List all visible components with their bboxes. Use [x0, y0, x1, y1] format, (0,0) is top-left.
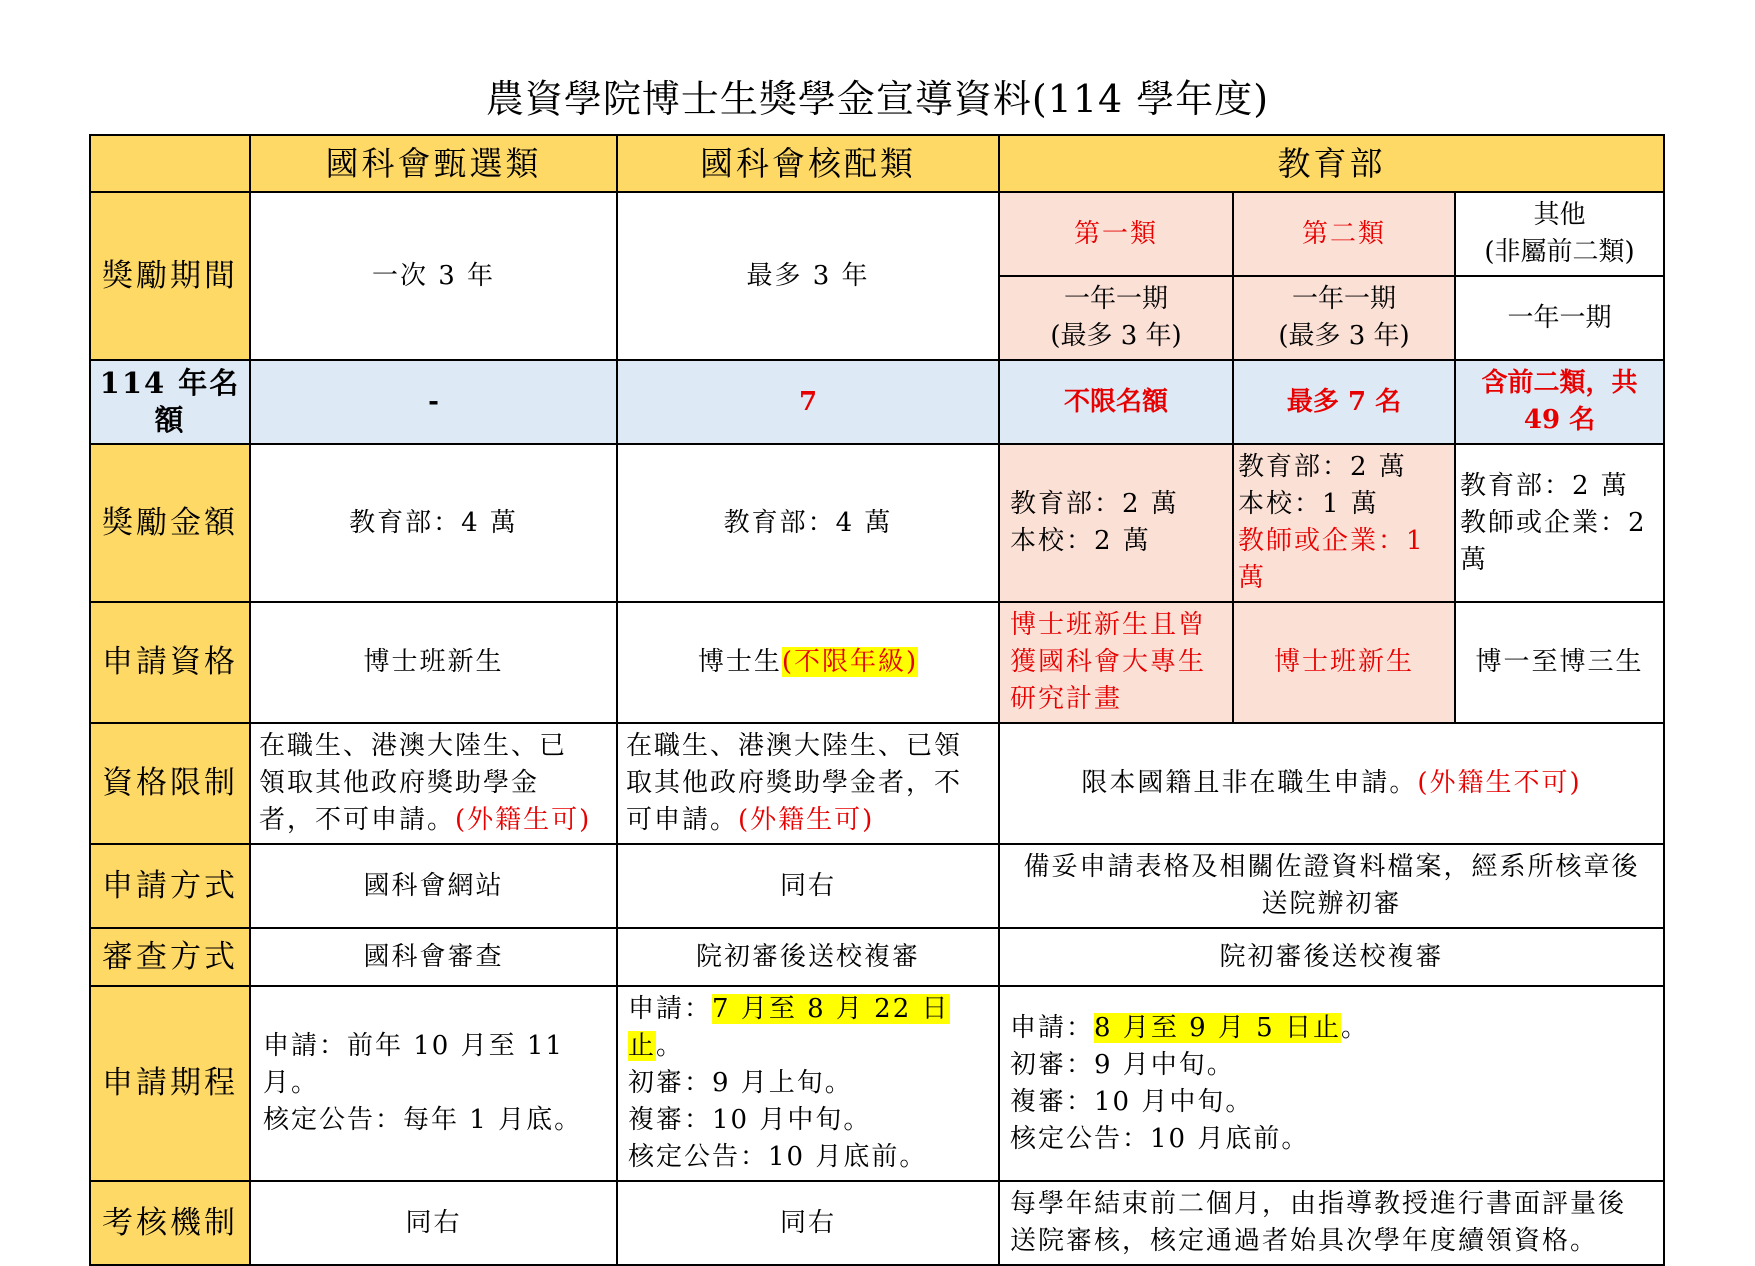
schedule-moe-line4: 核定公告：10 月底前。: [1010, 1123, 1310, 1154]
period-moe-cat2-line1: 一年一期: [1291, 284, 1396, 314]
schedule-moe-line2: 初審：9 月中旬。: [1010, 1049, 1235, 1080]
page-title: 農資學院博士生獎學金宣導資料(114 學年度): [485, 77, 1270, 121]
restriction-nstc-alloc-text: 可申請。: [626, 805, 739, 835]
schedule-label: 申請期程: [90, 986, 250, 1181]
amount-moe-cat2-line4: 萬: [1238, 563, 1267, 593]
schedule-moe-apply-prefix: 申請：: [1010, 1012, 1095, 1043]
amount-moe-other-line1: 教育部：2 萬: [1460, 470, 1629, 501]
method-row: [90, 844, 1664, 928]
method-moe-line1: 備妥申請表格及相關佐證資料檔案，經系所核章後: [1023, 852, 1640, 882]
eligibility-label: 申請資格: [90, 602, 250, 723]
amount-moe-cat2-line3: 教師或企業：1: [1238, 526, 1425, 556]
restriction-nstc-select-text: 者，不可申請。: [259, 805, 456, 835]
amount-moe-cat2-line1: 教育部：2 萬: [1238, 452, 1407, 482]
quota-nstc-select: -: [250, 360, 617, 444]
period-nstc-alloc: 最多 3 年: [617, 192, 999, 360]
restriction-nstc-select-line1: 在職生、港澳大陸生、已: [259, 731, 568, 761]
schedule-moe-line3: 複審：10 月中旬。: [1010, 1086, 1254, 1117]
eligibility-moe-cat1-line3: 研究計畫: [1010, 684, 1123, 714]
restriction-nstc-alloc-line3: [626, 802, 990, 839]
quota-nstc-alloc: 7: [617, 360, 999, 444]
amount-label: 獎勵金額: [90, 444, 250, 602]
amount-moe-other-line3: 萬: [1460, 544, 1489, 575]
eligibility-nstc-alloc: [617, 602, 999, 723]
period-moe-cat1-line1: 一年一期: [1063, 284, 1168, 314]
period-moe-other-term: 一年一期: [1455, 276, 1664, 360]
method-moe-line2: 送院辦初審: [1261, 889, 1402, 919]
restriction-nstc-select-line3: [259, 802, 608, 839]
restriction-nstc-alloc-line1: 在職生、港澳大陸生、已領: [626, 731, 963, 761]
review-nstc-select: 國科會審查: [250, 928, 617, 986]
eligibility-moe-other: 博一至博三生: [1455, 602, 1664, 723]
period-moe-cat1-term: [999, 276, 1233, 360]
period-row: [90, 192, 1664, 276]
quota-label: 114 年名額: [90, 360, 250, 444]
header-corner: [90, 135, 250, 192]
restriction-moe-text: 限本國籍且非在職生申請。: [1081, 768, 1418, 798]
period-moe-other-name-2: (非屬前二類): [1484, 237, 1635, 267]
eligibility-nstc-select: 博士班新生: [250, 602, 617, 723]
schedule-moe-apply-dates: 8 月至 9 月 5 日止: [1094, 1012, 1341, 1043]
assessment-nstc-alloc: 同右: [617, 1181, 999, 1265]
method-moe: [999, 844, 1664, 928]
restriction-label: 資格限制: [90, 723, 250, 844]
eligibility-moe-cat1-line1: 博士班新生且曾: [1010, 610, 1207, 640]
method-nstc-alloc: 同右: [617, 844, 999, 928]
scholarship-table: [89, 134, 1665, 1266]
schedule-nstc-alloc-line2: 初審：9 月上旬。: [628, 1068, 853, 1098]
amount-moe-cat2-line2: 本校：1 萬: [1238, 489, 1379, 519]
period-nstc-select: 一次 3 年: [250, 192, 617, 360]
quota-moe-cat1: 不限名額: [999, 360, 1233, 444]
restriction-moe-note: (外籍生不可): [1417, 768, 1582, 798]
schedule-nstc-alloc-apply-suffix: 。: [656, 1031, 685, 1061]
restriction-nstc-alloc: [617, 723, 999, 844]
period-moe-other-name-1: 其他: [1533, 200, 1586, 230]
period-moe-cat1-name: 第一類: [999, 192, 1233, 276]
eligibility-row: [90, 602, 1664, 723]
schedule-nstc-alloc-apply: [628, 991, 988, 1065]
method-nstc-select: 國科會網站: [250, 844, 617, 928]
quota-moe-cat2: 最多 7 名: [1233, 360, 1455, 444]
amount-moe-cat1: [999, 444, 1233, 602]
schedule-nstc-alloc-line4: 核定公告：10 月底前。: [628, 1142, 928, 1172]
schedule-moe-apply: [1010, 1010, 1653, 1047]
eligibility-moe-cat1-line2: 獲國科會大專生: [1010, 647, 1207, 677]
quota-row: [90, 360, 1664, 444]
schedule-moe: [999, 986, 1664, 1181]
quota-moe-other-line1: 含前二類，共: [1481, 368, 1638, 398]
review-label: 審查方式: [90, 928, 250, 986]
restriction-nstc-alloc-line2: 取其他政府獎助學金者，不: [626, 768, 963, 798]
method-label: 申請方式: [90, 844, 250, 928]
assessment-label: 考核機制: [90, 1181, 250, 1265]
schedule-nstc-select: [250, 986, 617, 1181]
restriction-nstc-select-note: (外籍生可): [455, 805, 592, 835]
period-moe-other-name: [1455, 192, 1664, 276]
period-moe-cat2-name: 第二類: [1233, 192, 1455, 276]
period-label: 獎勵期間: [90, 192, 250, 360]
schedule-nstc-alloc: [617, 986, 999, 1181]
eligibility-moe-cat1: [999, 602, 1233, 723]
restriction-row: [90, 723, 1664, 844]
amount-moe-cat2: [1233, 444, 1455, 602]
period-moe-cat2-line2: (最多 3 年): [1278, 321, 1410, 351]
header-nstc-alloc: 國科會核配類: [617, 135, 999, 192]
restriction-moe: [999, 723, 1664, 844]
schedule-nstc-alloc-apply-dates: 7 月至 8 月 22 日止: [628, 994, 950, 1061]
amount-nstc-alloc: 教育部：4 萬: [617, 444, 999, 602]
assessment-nstc-select: 同右: [250, 1181, 617, 1265]
restriction-nstc-select-line2: 領取其他政府獎助學金: [259, 768, 540, 798]
schedule-nstc-alloc-apply-prefix: 申請：: [628, 994, 713, 1024]
assessment-row: [90, 1181, 1664, 1265]
header-moe: 教育部: [999, 135, 1664, 192]
header-nstc-select: 國科會甄選類: [250, 135, 617, 192]
period-moe-cat2-term: [1233, 276, 1455, 360]
amount-moe-cat1-line1: 教育部：2 萬: [1010, 489, 1179, 519]
restriction-nstc-alloc-note: (外籍生可): [738, 805, 875, 835]
amount-moe-other: [1455, 444, 1664, 602]
review-row: [90, 928, 1664, 986]
assessment-moe-line1: 每學年結束前二個月，由指導教授進行書面評量後: [1010, 1189, 1627, 1219]
period-moe-cat1-line2: (最多 3 年): [1050, 321, 1182, 351]
assessment-moe-line2: 送院審核，核定通過者始具次學年度續領資格。: [1010, 1226, 1599, 1256]
restriction-nstc-select: [250, 723, 617, 844]
quota-moe-other-line2: 49 名: [1523, 405, 1596, 435]
schedule-nstc-select-line1: 申請：前年 10 月至 11 月。: [263, 1031, 564, 1098]
header-row: [90, 135, 1664, 192]
review-moe: 院初審後送校複審: [999, 928, 1664, 986]
eligibility-nstc-alloc-text: 博士生: [697, 647, 782, 677]
eligibility-nstc-alloc-highlight: (不限年級): [781, 647, 919, 677]
review-nstc-alloc: 院初審後送校複審: [617, 928, 999, 986]
schedule-nstc-select-line2: 核定公告：每年 1 月底。: [263, 1105, 583, 1135]
eligibility-moe-cat2: 博士班新生: [1233, 602, 1455, 723]
assessment-moe: [999, 1181, 1664, 1265]
schedule-moe-apply-suffix: 。: [1340, 1012, 1369, 1043]
amount-nstc-select: 教育部：4 萬: [250, 444, 617, 602]
schedule-row: [90, 986, 1664, 1181]
schedule-nstc-alloc-line3: 複審：10 月中旬。: [628, 1105, 872, 1135]
amount-moe-other-line2: 教師或企業：2: [1460, 507, 1647, 538]
quota-moe-other: [1455, 360, 1664, 444]
amount-moe-cat1-line2: 本校：2 萬: [1010, 526, 1151, 556]
amount-row: [90, 444, 1664, 602]
